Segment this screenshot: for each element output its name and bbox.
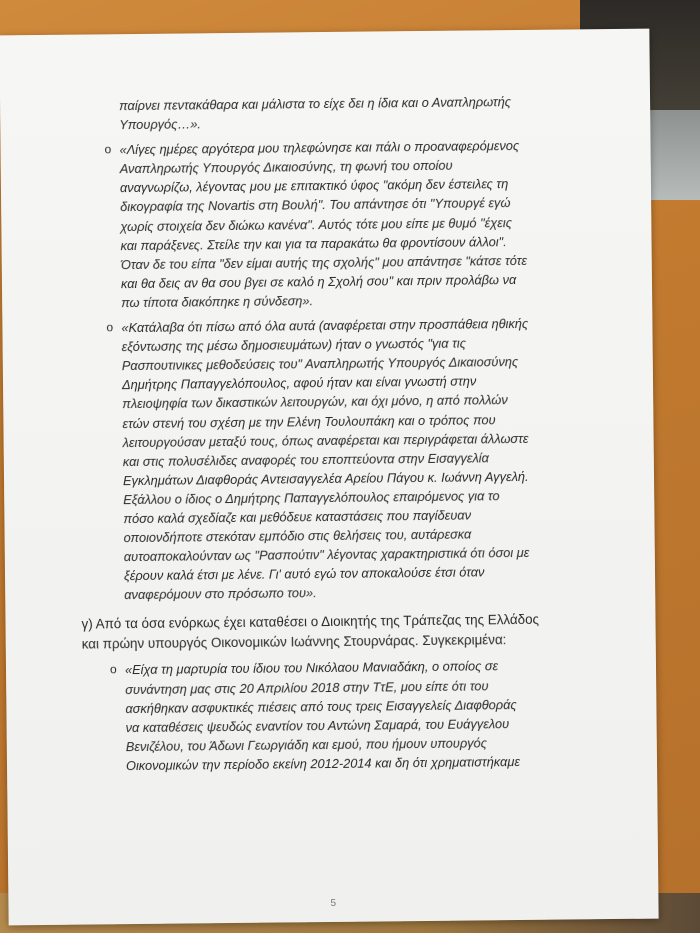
text-line: αναφερόμουν στο πρόσωπο του». xyxy=(124,585,317,603)
text-line: Ρασπουτινικες μεθοδεύσεις του" Αναπληρωτής Υπουργός Δικαιοσύνης xyxy=(121,354,519,374)
text-line: να καταθέσεις ψευδώς εναντίον του Αντώνη Σαμαρά, του Ευάγγελου xyxy=(125,715,510,735)
bullet-quote-1 xyxy=(76,135,598,312)
section-heading-g xyxy=(81,610,601,655)
text-line: ξέρουν καλά έτσι με λένε. Γι' αυτό εγώ τον αποκαλούσε έτσι όταν xyxy=(123,564,485,584)
text-line: λειτουργούσαν μεταξύ τους, όπως αναφέρεται και περιγράφεται άλλωστε xyxy=(122,430,529,450)
text-line: και πρώην υπουργός Οικονομικών Ιωάννης Στουρνάρας. Συγκεκριμένα: xyxy=(81,632,507,653)
text-line: δικογραφία της Novartis στη Βουλή". Του απάντησε ότι "Υπουργέ εγώ xyxy=(120,195,511,215)
text-line: Βενιζέλου, του Άδωνι Γεωργιάδη και εμού, που ήμουν υπουργός xyxy=(125,735,488,754)
bullet-marker: o xyxy=(104,142,112,157)
text-line: Δημήτρης Παπαγγελόπουλος, αφού ήταν και είναι γνωστή στην xyxy=(121,373,477,393)
text-line: Εξάλλου ο ίδιος ο Δημήτρης Παπαγγελόπουλος επαιρόμενος για το xyxy=(123,488,500,508)
bullet-marker: o xyxy=(106,320,114,335)
text-line: πόσο καλά σχεδίαζε και μεθόδευε καταστάσεις που παγίδευαν xyxy=(123,507,472,527)
bullet-quote-3 xyxy=(82,656,603,776)
paragraph-continued xyxy=(76,91,596,135)
paper-sheet xyxy=(0,29,659,926)
bullet-quote-2 xyxy=(78,313,601,605)
text-line: Υπουργός…». xyxy=(119,116,201,133)
text-line: Όταν δε του είπα "δεν είμαι αυτής της σχολής" μου απάντησε "κάτσε τότε xyxy=(120,252,528,272)
page-number: 5 xyxy=(330,897,337,910)
text-line: και στις πολυσέλιδες αναφορές του εποπτεύοντα στην Εισαγγελία xyxy=(122,450,489,469)
text-line: ετών στενή του σχέση με την Ελένη Τουλουπάκη και ο τρόπος που xyxy=(122,411,496,431)
text-line: πω τίποτα διακόπηκε η σύνδεση». xyxy=(121,293,314,311)
text-line: παίρνει πεντακάθαρα και μάλιστα το είχε δει η ίδια και ο Αναπληρωτής xyxy=(119,94,512,114)
document-body xyxy=(76,91,603,775)
text-line: Αναπληρωτής Υπουργός Δικαιοσύνης, τη φωνή του οποίου xyxy=(119,157,453,177)
text-line: «Είχα τη μαρτυρία του ίδιου του Νικόλαου Μανιαδάκη, ο οποίος σε xyxy=(124,658,499,678)
text-line: Οικονομικών την περίοδο εκείνη 2012-2014 και δη ότι χρηματιστήκαμε xyxy=(125,753,521,774)
text-line: χωρίς στοιχεία δεν διώκω κανένα". Αυτός τότε μου είπε με θυμό "έχεις xyxy=(120,214,512,234)
text-line: και θα δεις αν θα σου βγει σε καλό η Σχολή σου" και πριν προλάβω να xyxy=(120,271,517,292)
text-line: ασκήθηκαν ασφυκτικές πιέσεις από τους τρεις Εισαγγελείς Διαφθοράς xyxy=(125,696,517,716)
text-line: οποιονδήποτε στεκόταν εμπόδιο στις θελήσεις του, αυτάρεσκα xyxy=(123,526,472,546)
text-line: πλειοψηφία των δικαστικών λειτουργών, και όχι μόνο, η από πολλών xyxy=(122,392,508,412)
text-line: και παράξενες. Στείλε την και για τα παρακάτω θα φροντίσουν άλλοι". xyxy=(120,233,507,253)
text-line: Εγκλημάτων Διαφθοράς Αντεισαγγελέα Αρείου Πάγου κ. Ιωάννη Αγγελή. xyxy=(122,468,529,488)
text-line: αυτοαποκαλούνταν ως "Ρασπούτιν" λέγοντας χαρακτηριστικά ότι όσοι με xyxy=(123,545,530,565)
text-line: εξόντωσης της μέσω δημοσιευμάτων) ήταν ο γνωστός "για τις xyxy=(121,335,467,355)
text-line: συνάντηση μας στις 20 Απριλίου 2018 στην ΤτΕ, μου είπε ότι του xyxy=(125,677,489,697)
text-line: αναγνωρίζω, λέγοντας μου με επιτακτικό ύφος "ακόμη δεν έστειλες τη xyxy=(119,176,509,196)
text-line: «Λίγες ημέρες αργότερα μου τηλεφώνησε και πάλι ο προαναφερόμενος xyxy=(119,138,520,158)
text-line: «Κατάλαβα ότι πίσω από όλα αυτά (αναφέρεται στην προσπάθεια ηθικής xyxy=(121,315,529,336)
bullet-marker: o xyxy=(109,662,117,677)
text-line: γ) Από τα όσα ενόρκως έχει καταθέσει ο Διοικητής της Τράπεζας της Ελλάδος xyxy=(81,612,540,633)
